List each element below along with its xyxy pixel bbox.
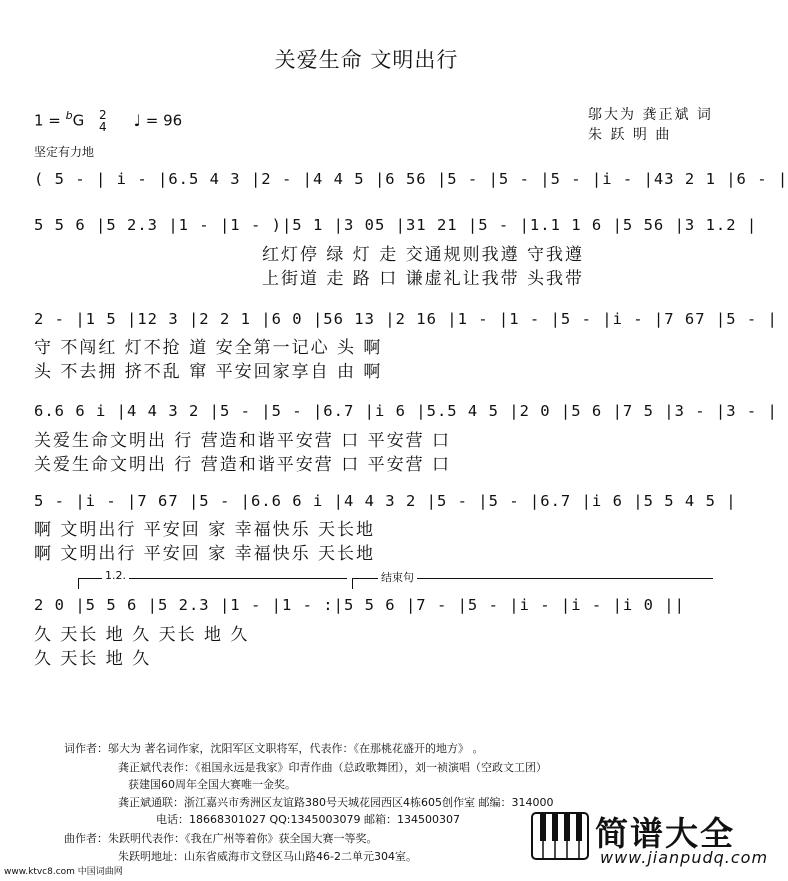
brand-name: 简谱大全 bbox=[595, 814, 735, 853]
footer-award: 获建国60周年全国大赛唯一金奖。 bbox=[128, 778, 296, 791]
song-title: 关爱生命 文明出行 bbox=[274, 48, 459, 72]
score-line-4: 6.6 6 i |4 4 3 2 |5 - |5 - |6.7 |i 6 |5.5 4 5 |2 0 |5 6 |7 5 |3 - |3 - | bbox=[34, 402, 778, 420]
score-line-6: 2 0 |5 5 6 |5 2.3 |1 - |1 - :|5 5 6 |7 - |5 - |i - |i - |i 0 || bbox=[34, 596, 685, 614]
volta-2-label: 结束句 bbox=[378, 569, 417, 585]
tempo-value: = 96 bbox=[145, 111, 183, 130]
lyric-line-6b: 久 天长 地 久 bbox=[34, 649, 152, 669]
footer-address: 朱跃明地址：山东省威海市文登区马山路46-2二单元304室。 bbox=[118, 850, 417, 863]
footer-phone: 电话：18668301027 QQ:1345003079 邮箱：134500307 bbox=[156, 813, 460, 826]
footer-lyricist: 词作者：邬大为 著名词作家，沈阳军区文职将军，代表作：《在那桃花盛开的地方》 。 bbox=[64, 742, 484, 755]
footer-composer: 曲作者：朱跃明代表作：《我在广州等着你》获全国大赛一等奖。 bbox=[64, 832, 378, 845]
time-signature bbox=[99, 109, 107, 133]
quarter-note-icon: ♩ bbox=[133, 110, 142, 130]
flat-sign: b bbox=[65, 109, 73, 122]
key-label: 1 = bbox=[34, 111, 66, 130]
lyric-line-5b: 啊 文明出行 平安回 家 幸福快乐 天长地 bbox=[34, 544, 376, 564]
key-signature bbox=[34, 109, 182, 133]
footer-contact: 龚正斌通联：浙江嘉兴市秀洲区友谊路380号天城花园西区4栋605创作室 邮编：314000 bbox=[118, 796, 554, 809]
lyric-line-6a: 久 天长 地 久 天长 地 久 bbox=[34, 625, 250, 645]
piano-keys-icon bbox=[531, 812, 589, 860]
time-top: 2 bbox=[99, 108, 107, 122]
lyric-line-2a: 红灯停 绿 灯 走 交通规则我遵 守我遵 bbox=[262, 245, 585, 265]
lyric-line-5a: 啊 文明出行 平安回 家 幸福快乐 天长地 bbox=[34, 520, 376, 540]
lyric-line-4b: 关爱生命文明出 行 营造和谐平安营 口 平安营 口 bbox=[34, 455, 452, 475]
lyric-line-4a: 关爱生命文明出 行 营造和谐平安营 口 平安营 口 bbox=[34, 431, 452, 451]
brand-url[interactable]: www.jianpudq.com bbox=[600, 848, 769, 867]
composer-credit: 朱 跃 明 曲 bbox=[588, 127, 672, 143]
score-line-3: 2 - |1 5 |12 3 |2 2 1 |6 0 |56 13 |2 16 |1 - |1 - |5 - |i - |7 67 |5 - | bbox=[34, 310, 778, 328]
footer-works: 龚正斌代表作：《祖国永远是我家》印青作曲（总政歌舞团），刘一祯演唱（空政文工团） bbox=[118, 761, 547, 774]
key-note: G bbox=[72, 111, 85, 130]
lyricist-credit: 邬大为 龚正斌 词 bbox=[588, 107, 713, 123]
tempo-marking: 坚定有力地 bbox=[34, 145, 95, 159]
source-site[interactable]: www.ktvc8.com 中国词曲网 bbox=[4, 867, 123, 877]
score-line-1: ( 5 - | i - |6.5 4 3 |2 - |4 4 5 |6 56 |5 - |5 - |5 - |i - |43 2 1 |6 - | bbox=[34, 170, 788, 188]
lyric-line-2b: 上街道 走 路 口 谦虚礼让我带 头我带 bbox=[262, 269, 585, 289]
volta-1-label: 1.2. bbox=[102, 569, 129, 582]
time-bottom: 4 bbox=[99, 120, 107, 134]
lyric-line-3b: 头 不去拥 挤不乱 窜 平安回家享自 由 啊 bbox=[34, 362, 383, 382]
score-line-2: 5 5 6 |5 2.3 |1 - |1 - )|5 1 |3 05 |31 21 |5 - |1.1 1 6 |5 56 |3 1.2 | bbox=[34, 216, 758, 234]
lyric-line-3a: 守 不闯红 灯不抢 道 安全第一记心 头 啊 bbox=[34, 338, 383, 358]
score-line-5: 5 - |i - |7 67 |5 - |6.6 6 i |4 4 3 2 |5 - |5 - |6.7 |i 6 |5 5 4 5 | bbox=[34, 492, 737, 510]
